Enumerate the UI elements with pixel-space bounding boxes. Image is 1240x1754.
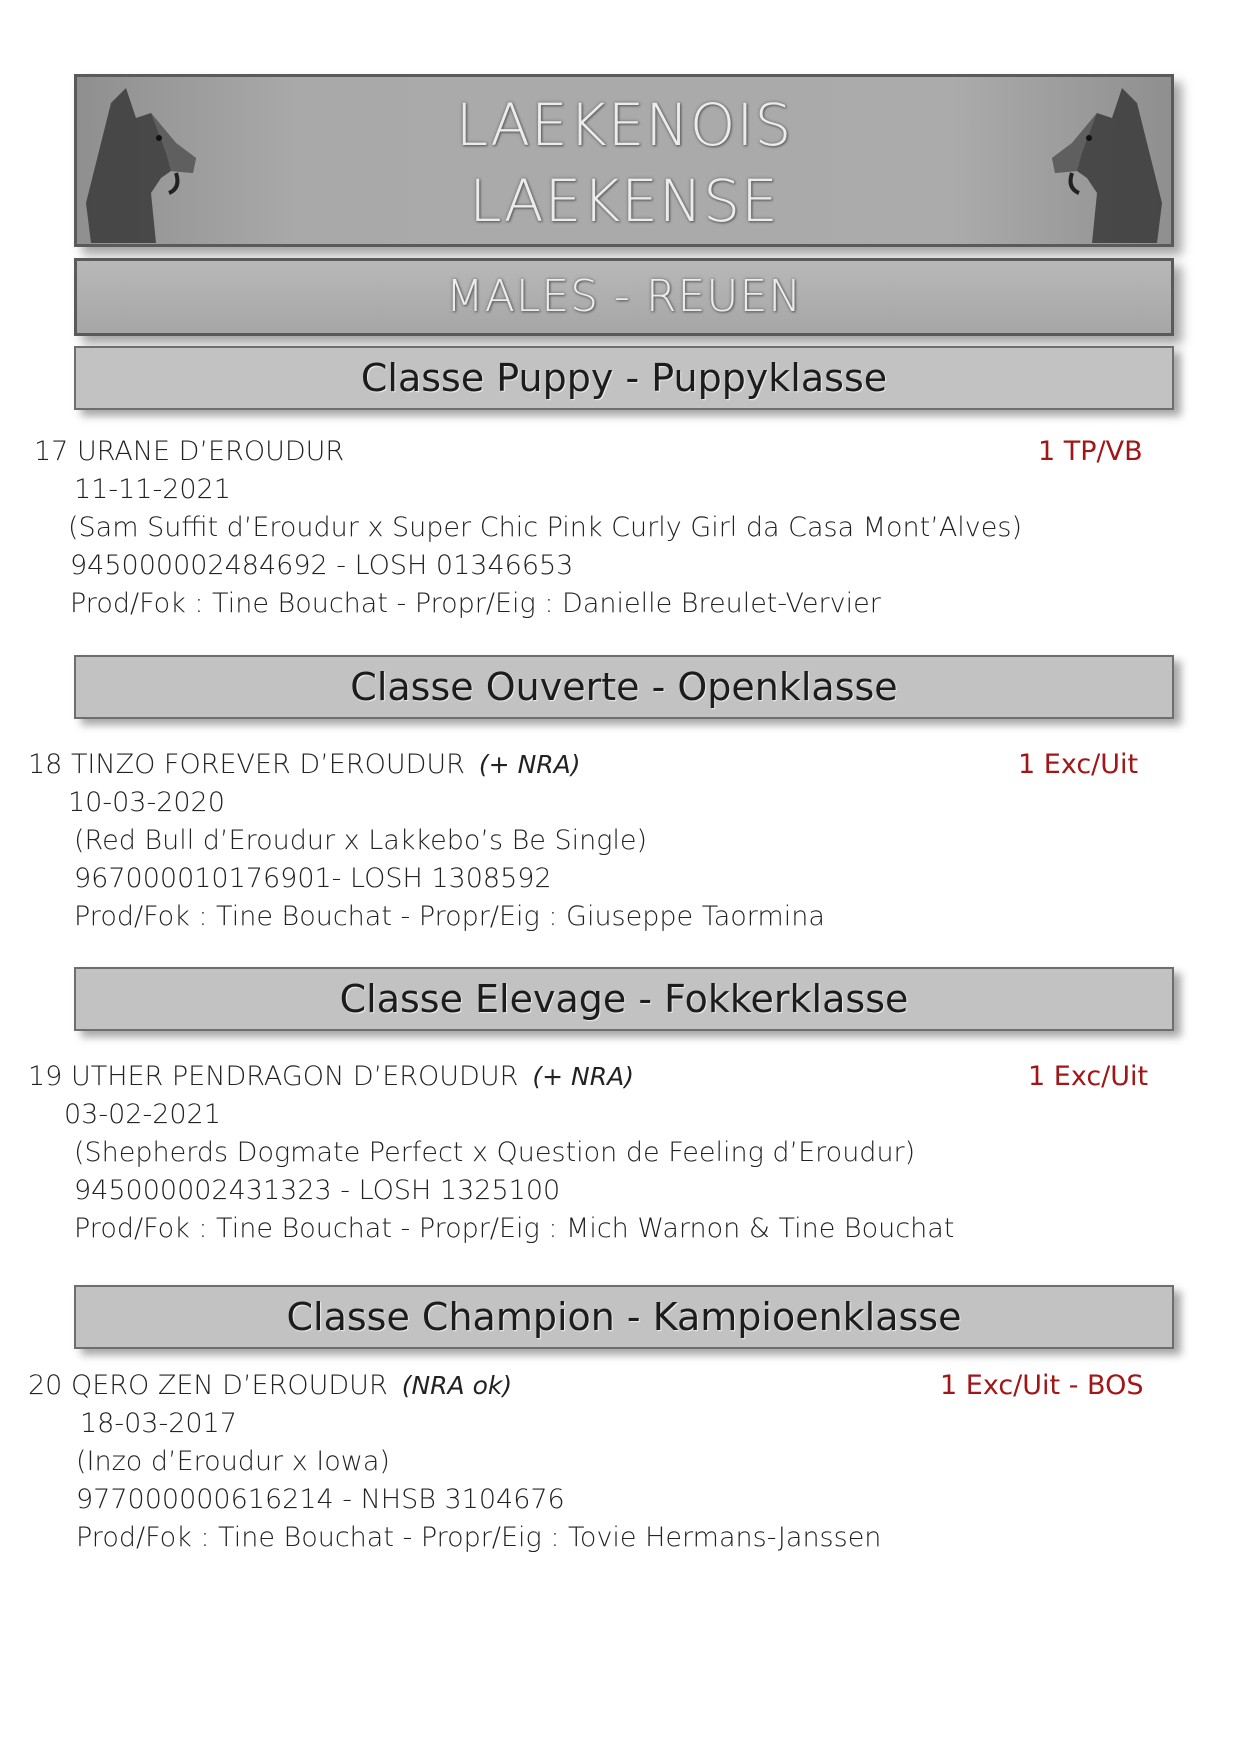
section-title: MALES - REUEN	[445, 271, 803, 322]
title-line-2: LAEKENSE	[469, 167, 779, 235]
entry-ids: 967000010176901- LOSH 1308592	[74, 863, 552, 894]
nra-note: (NRA ok)	[401, 1371, 513, 1400]
entry-ids: 945000002484692 - LOSH 01346653	[70, 550, 574, 581]
entry-number-name	[28, 749, 581, 780]
class-title: Classe Elevage - Fokkerklasse	[339, 977, 909, 1021]
dog-name: 19 UTHER PENDRAGON D’EROUDUR	[28, 1061, 519, 1092]
class-title: Classe Ouverte - Openklasse	[350, 665, 898, 709]
entry-result: 1 Exc/Uit - BOS	[940, 1370, 1144, 1401]
entry-ids: 977000000616214 - NHSB 3104676	[76, 1484, 565, 1515]
section-banner	[74, 258, 1174, 336]
entry-ids: 945000002431323 - LOSH 1325100	[74, 1175, 561, 1206]
class-banner-ouverte	[74, 655, 1174, 719]
class-banner-puppy	[74, 346, 1174, 410]
entry-owners: Prod/Fok : Tine Bouchat - Propr/Eig : Tovie Hermans-Janssen	[76, 1522, 882, 1553]
entry-birth-date: 18-03-2017	[80, 1408, 237, 1439]
entry-result: 1 Exc/Uit	[1028, 1061, 1149, 1092]
entry-number-name	[34, 436, 344, 467]
class-banner-champion	[74, 1285, 1174, 1349]
entry-parents: (Shepherds Dogmate Perfect x Question de Feeling d’Eroudur)	[74, 1137, 916, 1168]
entry-result: 1 TP/VB	[1038, 436, 1143, 467]
title-banner	[74, 74, 1174, 247]
entry-birth-date: 03-02-2021	[64, 1099, 221, 1130]
entry-number-name	[28, 1061, 634, 1092]
nra-note: (+ NRA)	[478, 750, 581, 779]
class-banner-elevage	[74, 967, 1174, 1031]
dog-head-right-image	[1047, 83, 1167, 243]
entry-owners: Prod/Fok : Tine Bouchat - Propr/Eig : Giuseppe Taormina	[74, 901, 825, 932]
entry-birth-date: 11-11-2021	[74, 474, 231, 505]
class-title: Classe Champion - Kampioenklasse	[286, 1295, 962, 1339]
entry-parents: (Inzo d’Eroudur x Iowa)	[76, 1446, 390, 1477]
dog-name: 17 URANE D’EROUDUR	[34, 436, 345, 467]
entry-birth-date: 10-03-2020	[68, 787, 225, 818]
nra-note: (+ NRA)	[532, 1062, 634, 1091]
entry-parents: (Sam Suffit d’Eroudur x Super Chic Pink Curly Girl da Casa Mont’Alves)	[68, 512, 1022, 543]
dog-name: 20 QERO ZEN D’EROUDUR	[28, 1370, 388, 1401]
entry-parents: (Red Bull d’Eroudur x Lakkebo’s Be Single)	[74, 825, 648, 856]
dog-name: 18 TINZO FOREVER D’EROUDUR	[28, 749, 465, 780]
entry-number-name	[28, 1370, 512, 1401]
class-title: Classe Puppy - Puppyklasse	[360, 356, 888, 400]
entry-owners: Prod/Fok : Tine Bouchat - Propr/Eig : Danielle Breulet-Vervier	[70, 588, 881, 619]
entry-result: 1 Exc/Uit	[1018, 749, 1139, 780]
entry-owners: Prod/Fok : Tine Bouchat - Propr/Eig : Mich Warnon & Tine Bouchat	[74, 1213, 955, 1244]
title-line-1: LAEKENOIS	[455, 91, 793, 159]
